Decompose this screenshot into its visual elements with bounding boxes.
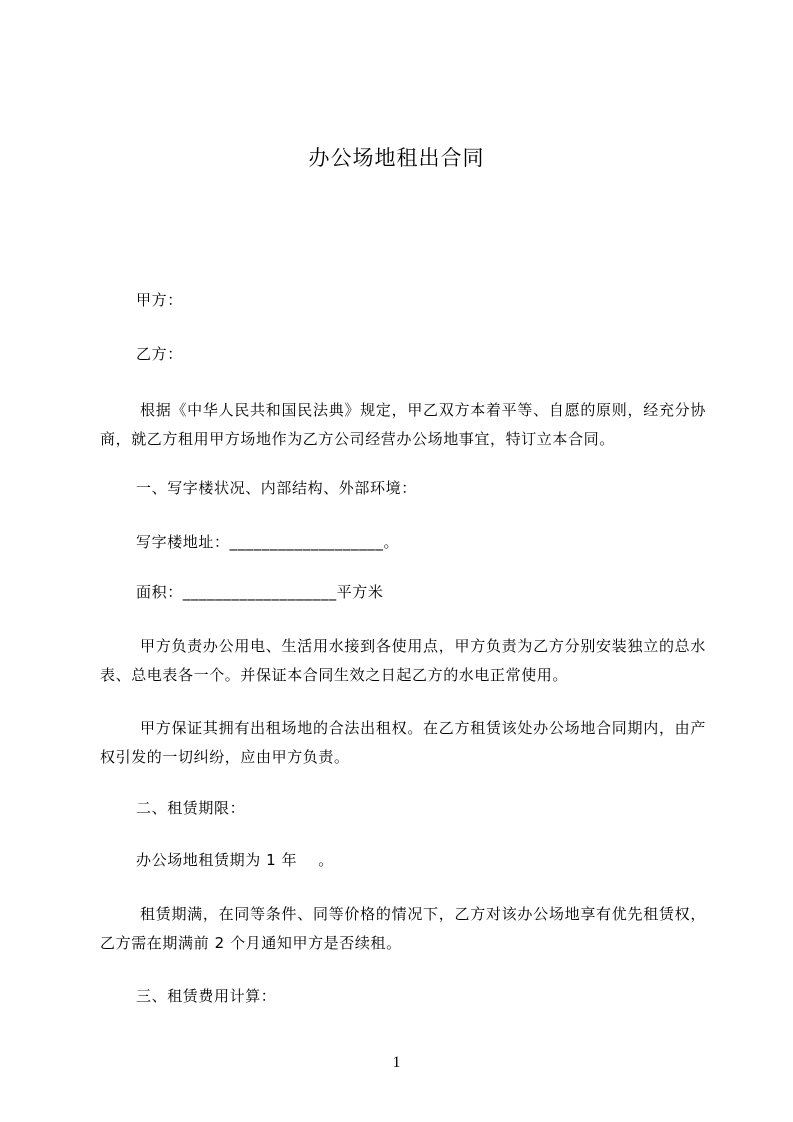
- lease-term-line: 办公场地租赁期为 1 年 。: [136, 851, 334, 869]
- utilities-paragraph: 甲方负责办公用电、生活用水接到各使用点，甲方负责为乙方分别安装独立的总水表、总电表各一个。并保证本合同生效之日起乙方的水电正常使用。: [100, 637, 706, 684]
- section-1-heading: 一、写字楼状况、内部结构、外部环境：: [136, 479, 417, 497]
- renewal-paragraph: 租赁期满，在同等条件、同等价格的情况下，乙方对该办公场地享有优先租赁权，乙方需在期满前 2 个月通知甲方是否续租。: [100, 905, 706, 952]
- party-a-line: 甲方：: [136, 291, 183, 309]
- page-number: 1: [392, 1054, 401, 1071]
- intro-paragraph: 根据《中华人民共和国民法典》规定，甲乙双方本着平等、自愿的原则，经充分协商，就乙方租用甲方场地作为乙方公司经营办公场地事宜，特订立本合同。: [100, 401, 706, 448]
- party-b-line: 乙方：: [136, 345, 183, 363]
- section-2-heading: 二、租赁期限：: [136, 799, 246, 817]
- section-3-heading: 三、租赁费用计算：: [136, 987, 277, 1005]
- address-line: 写字楼地址：___________________。: [136, 533, 400, 551]
- area-line: 面积：___________________平方米: [136, 583, 384, 601]
- document-title: 办公场地租出合同: [308, 146, 485, 170]
- ownership-paragraph: 甲方保证其拥有出租场地的合法出租权。在乙方租赁该处办公场地合同期内，由产权引发的一切纠纷，应由甲方负责。: [100, 719, 706, 766]
